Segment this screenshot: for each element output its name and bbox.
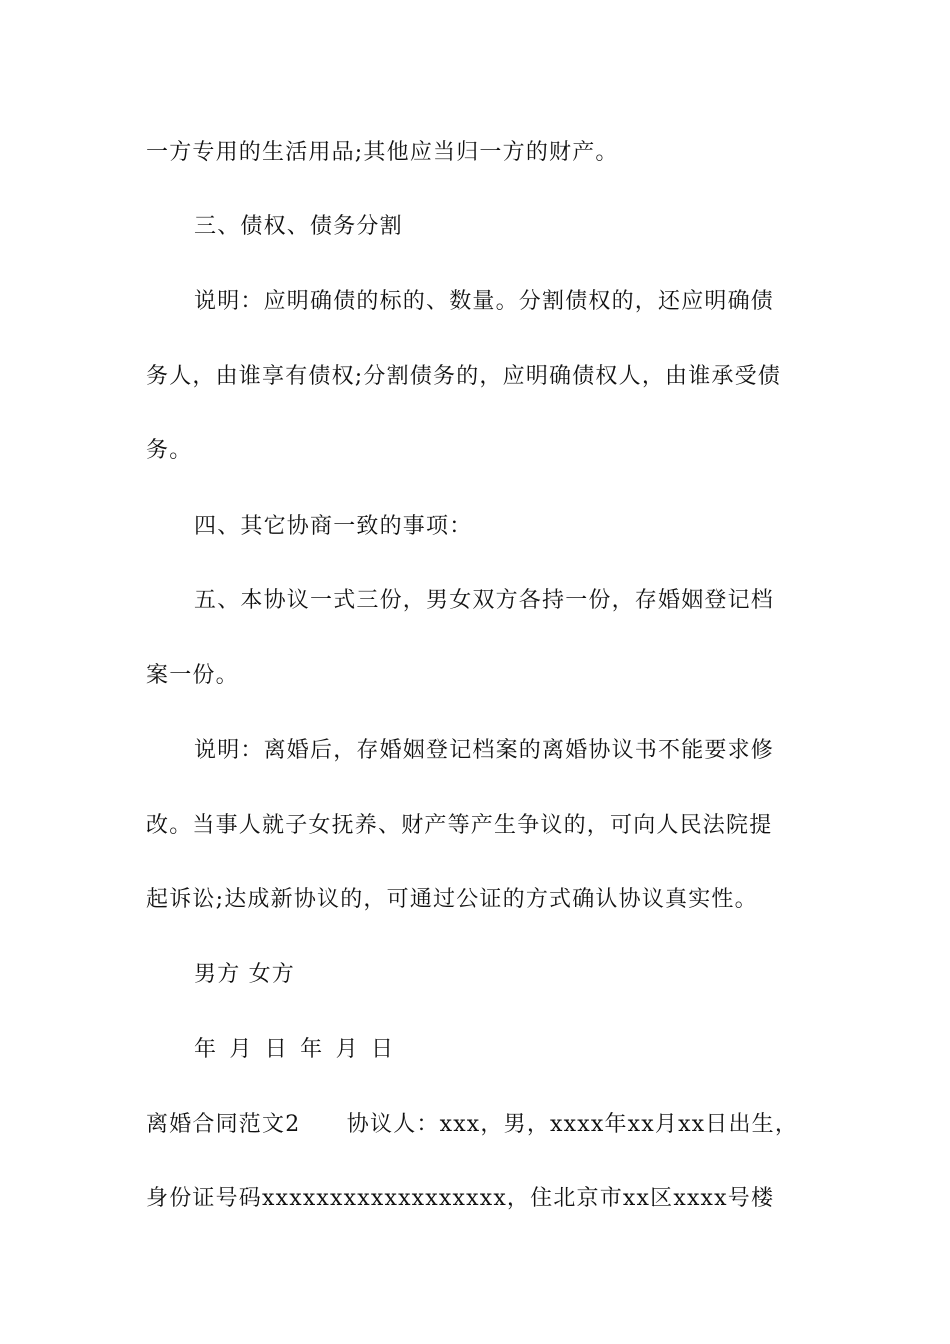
paragraph-line: 务。 [146,438,193,463]
paragraph-line: 务人，由谁享有债权;分割债务的，应明确债权人，由谁承受债 [146,364,782,389]
signature-parties: 男方 女方 [194,962,295,987]
section-heading: 三、债权、债务分割 [194,214,403,239]
paragraph-line: 身份证号码xxxxxxxxxxxxxxxxxx，住北京市xx区xxxx号楼 [146,1186,775,1211]
paragraph-line: 说明：应明确债的标的、数量。分割债权的，还应明确债 [194,289,775,314]
paragraph-line: 说明：离婚后，存婚姻登记档案的离婚协议书不能要求修 [194,738,775,763]
paragraph-line: 起诉讼;达成新协议的，可通过公证的方式确认协议真实性。 [146,887,758,912]
section-heading: 四、其它协商一致的事项： [194,514,473,539]
paragraph-line: 改。当事人就子女抚养、财产等产生争议的，可向人民法院提 [146,813,773,838]
paragraph-line: 案一份。 [146,663,239,688]
paragraph-line: 一方专用的生活用品;其他应当归一方的财产。 [146,140,619,165]
paragraph-line: 离婚合同范文2 协议人：xxx，男，xxxx年xx月xx日出生， [146,1112,799,1137]
paragraph-line: 五、本协议一式三份，男女双方各持一份，存婚姻登记档 [194,588,775,613]
signature-dates: 年 月 日 年 月 日 [194,1037,397,1062]
